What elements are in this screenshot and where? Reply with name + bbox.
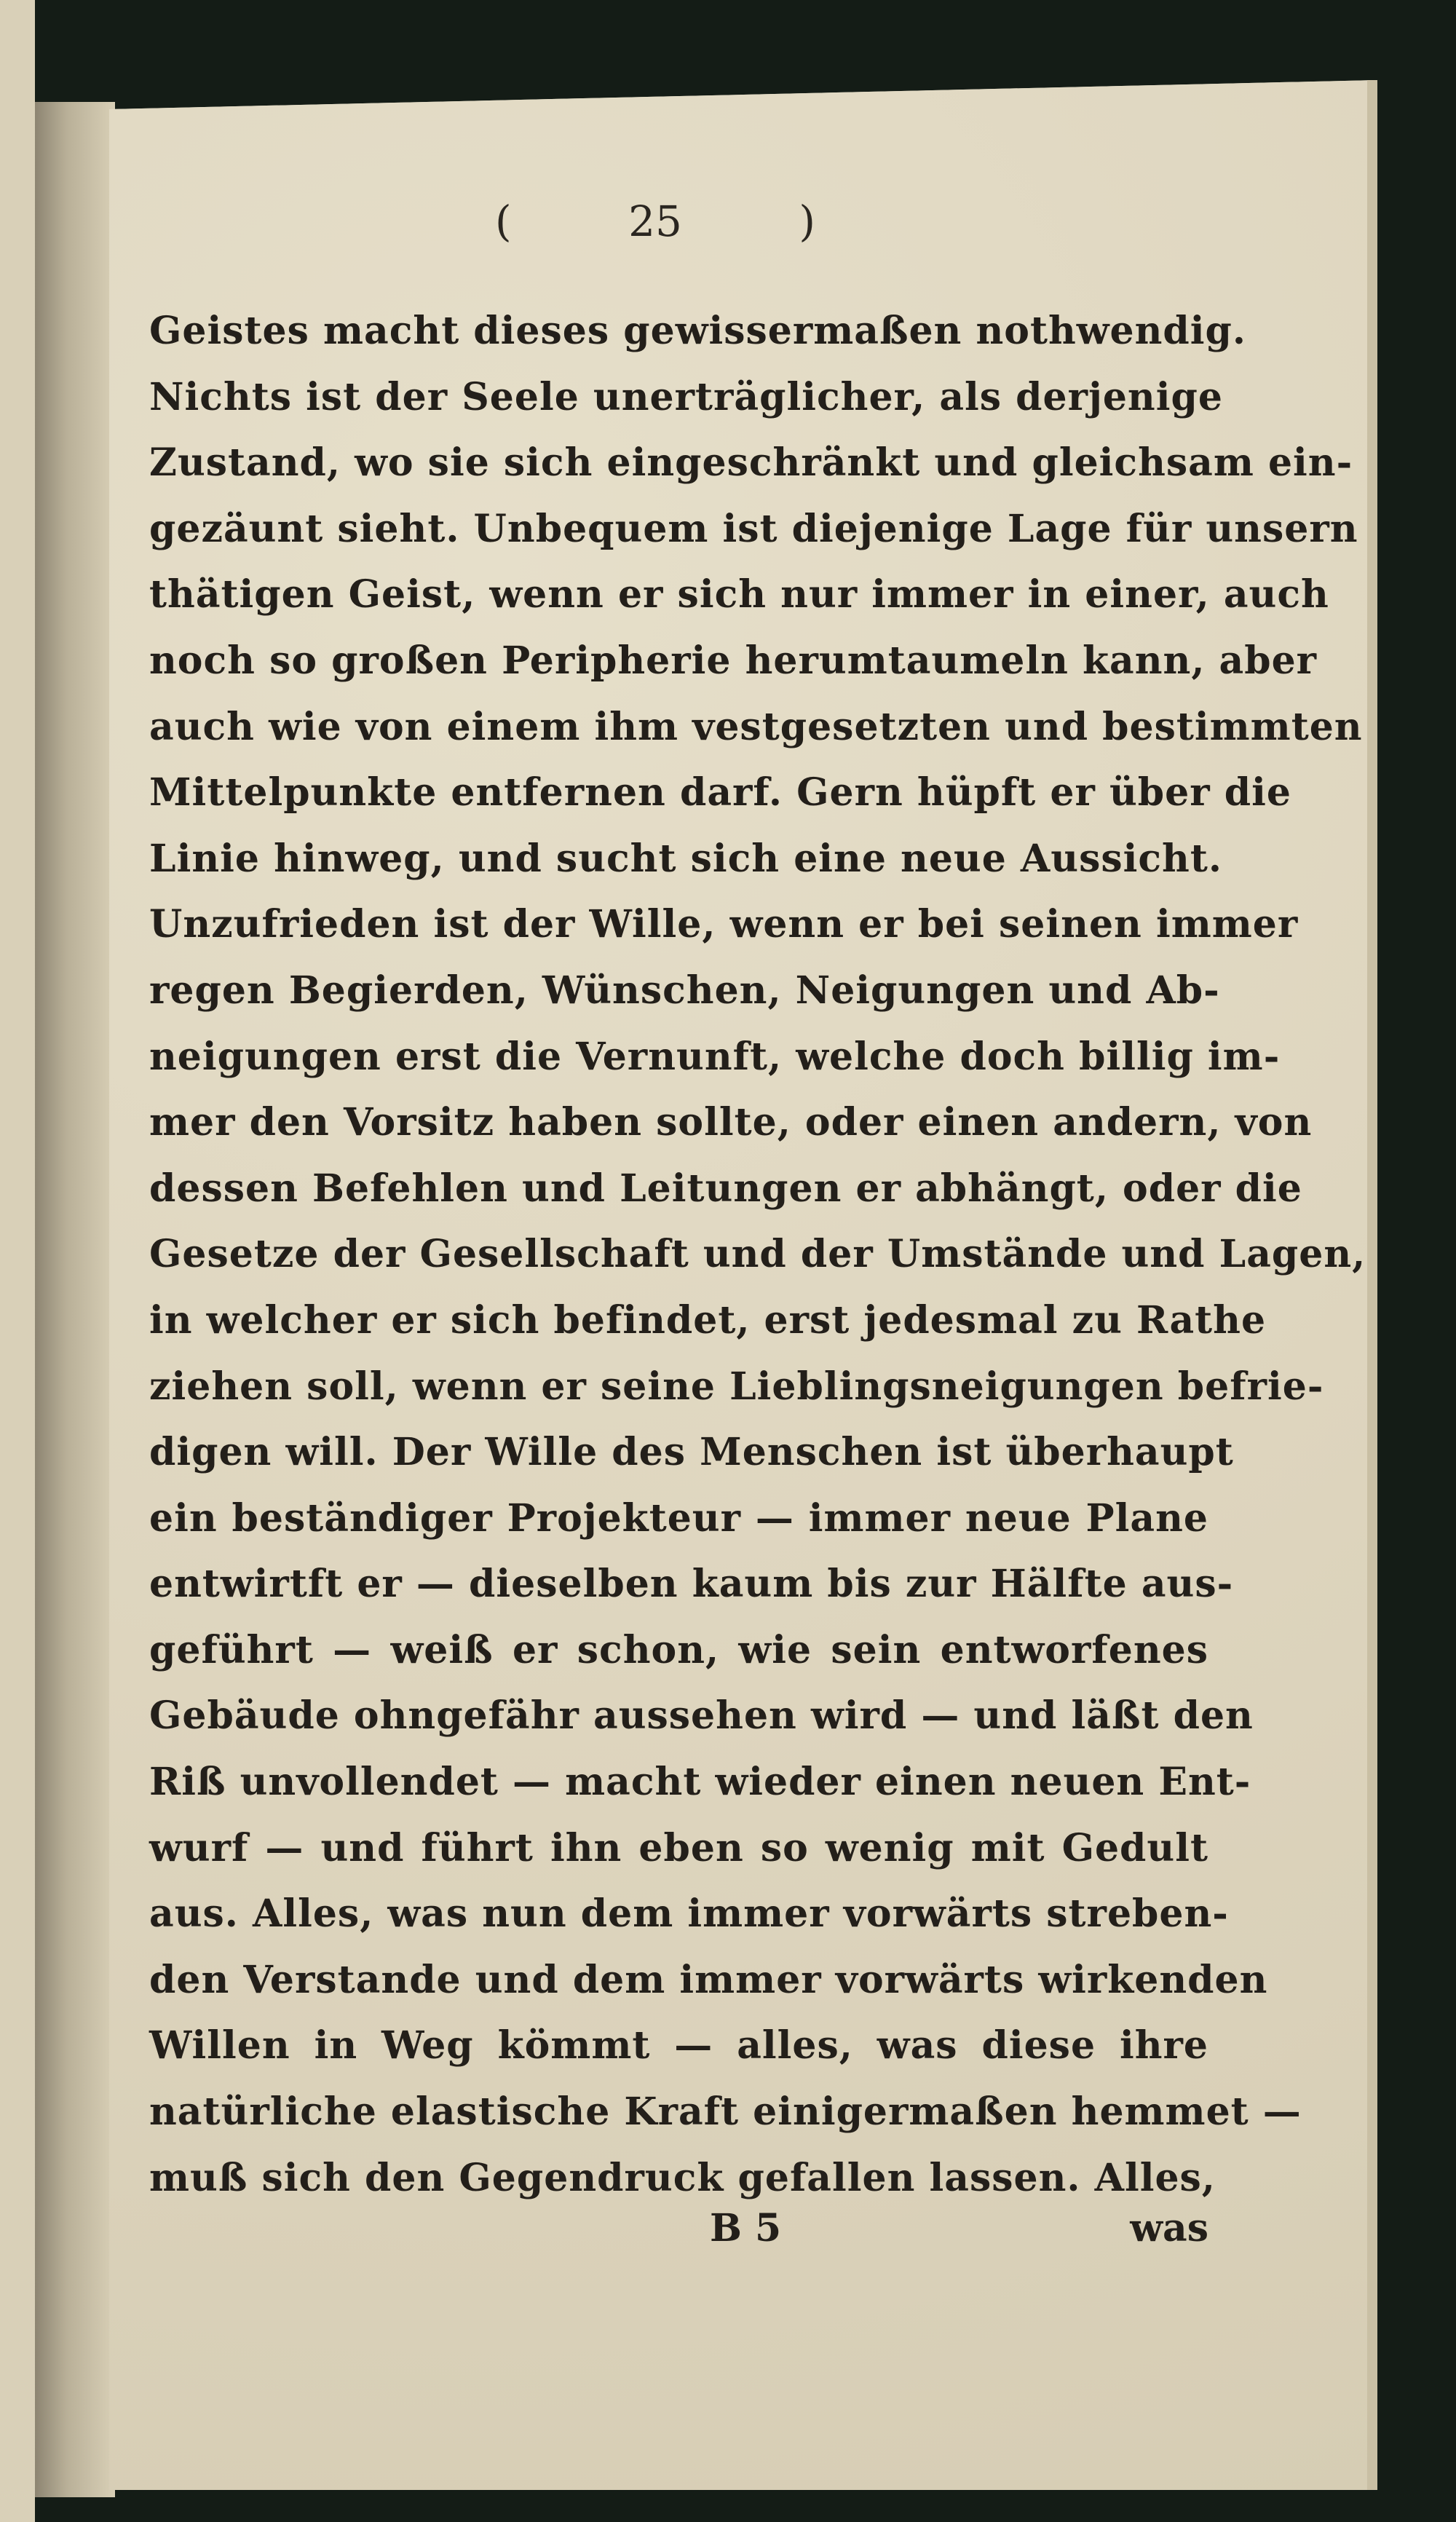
text-line: digen will. Der Wille des Menschen ist überhaupt xyxy=(149,1430,1234,1475)
catchword: was xyxy=(1130,2206,1208,2250)
text-line: Gesetze der Gesellschaft und der Umstände und Lagen, xyxy=(149,1232,1366,1277)
text-line: ein beständiger Projekteur — immer neue Plane xyxy=(149,1495,1208,1541)
body-text xyxy=(149,299,1366,2211)
text-line: Gebäude ohngefähr aussehen wird — und läßt den xyxy=(149,1693,1254,1739)
text-line: Geistes macht dieses gewissermaßen nothwendig. xyxy=(149,309,1247,353)
page-header xyxy=(495,197,815,246)
text-line: gezäunt sieht. Unbequem ist diejenige Lage für unsern xyxy=(149,506,1358,551)
text-line: den Verstande und dem immer vorwärts wirkenden xyxy=(149,1957,1268,2002)
text-line: geführt — weiß er schon, wie sein entworfenes xyxy=(149,1627,1208,1672)
text-line: Riß unvollendet — macht wieder einen neuen Ent- xyxy=(149,1760,1251,1805)
text-line: Willen in Weg kömmt — alles, was diese ihre xyxy=(149,2023,1208,2068)
text-line: thätigen Geist, wenn er sich nur immer in einer, auch xyxy=(149,572,1329,617)
text-line: regen Begierden, Wünschen, Neigungen und Ab- xyxy=(149,968,1220,1013)
text-line: neigungen erst die Vernunft, welche doch billig im- xyxy=(149,1034,1281,1079)
text-line: noch so großen Peripherie herumtaumeln kann, aber xyxy=(149,638,1318,683)
text-line: mer den Vorsitz haben sollte, oder einen andern, von xyxy=(149,1100,1313,1145)
text-line: ziehen soll, wenn er seine Lieblingsneigungen befrie- xyxy=(149,1364,1324,1409)
text-line: dessen Befehlen und Leitungen er abhängt, oder die xyxy=(149,1166,1302,1211)
facing-page-edge xyxy=(0,0,35,2522)
text-line: aus. Alles, was nun dem immer vorwärts streben- xyxy=(149,1892,1229,1937)
text-line: entwirtft er — dieselben kaum bis zur Hälfte aus- xyxy=(149,1562,1234,1607)
text-line: Nichts ist der Seele unerträglicher, als derjenige xyxy=(149,374,1223,419)
text-line: natürliche elastische Kraft einigermaßen hemmet — xyxy=(149,2090,1302,2135)
text-line: Zustand, wo sie sich eingeschränkt und gleichsam ein- xyxy=(149,440,1353,486)
book-gutter xyxy=(35,102,115,2497)
paren-open: ( xyxy=(495,197,512,246)
text-line: Linie hinweg, und sucht sich eine neue Aussicht. xyxy=(149,836,1222,881)
page-footer xyxy=(149,2206,1208,2264)
page-stack-edge xyxy=(1367,80,1377,2490)
text-line: muß sich den Gegendruck gefallen lassen. Alles, xyxy=(149,2155,1216,2200)
text-line: auch wie von einem ihm vestgesetzten und bestimmten xyxy=(149,704,1363,749)
text-line: Unzufrieden ist der Wille, wenn er bei seinen immer xyxy=(149,902,1299,947)
page-number: 25 xyxy=(628,197,682,246)
text-line: wurf — und führt ihn eben so wenig mit Gedult xyxy=(149,1825,1208,1870)
signature-mark: B 5 xyxy=(710,2206,782,2250)
paren-close: ) xyxy=(799,197,815,246)
text-line: Mittelpunkte entfernen darf. Gern hüpft er über die xyxy=(149,770,1291,815)
text-line: in welcher er sich befindet, erst jedesmal zu Rathe xyxy=(149,1297,1267,1343)
